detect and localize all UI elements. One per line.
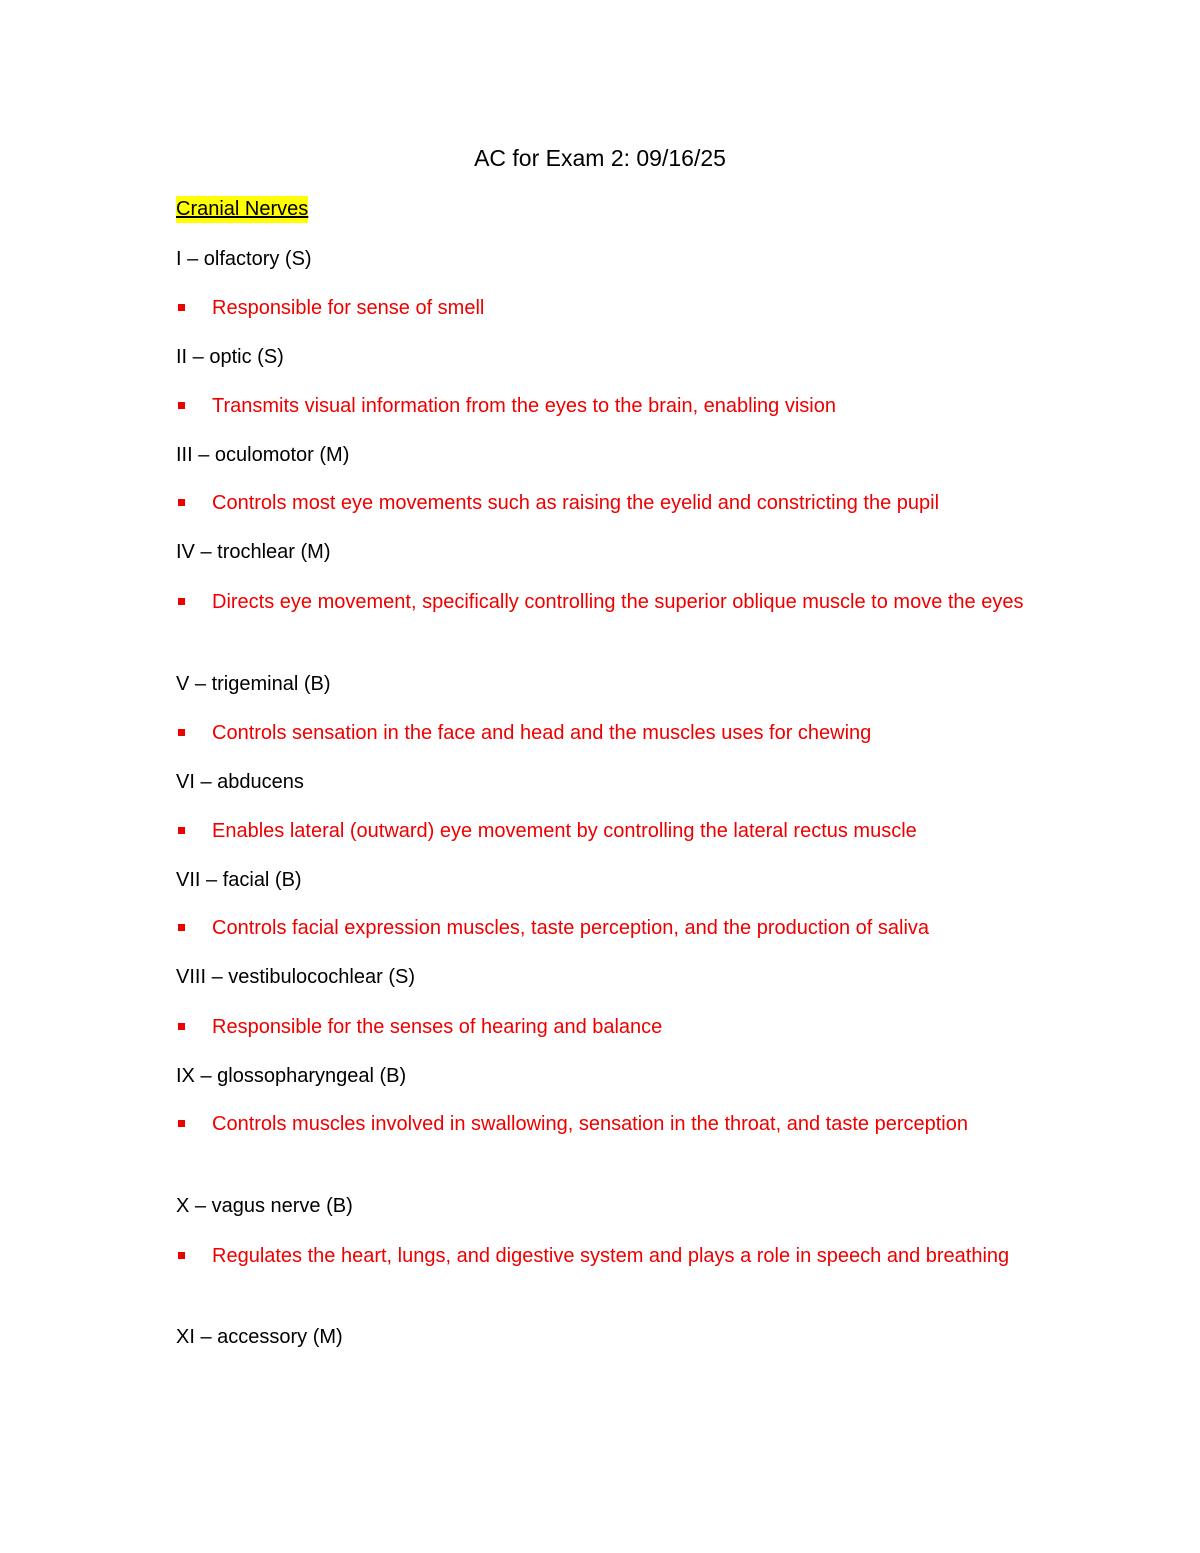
nerve-description-10 [176, 1239, 1056, 1273]
section-heading-cranial-nerves: Cranial Nerves [176, 196, 308, 223]
nerve-description-8 [176, 1010, 1056, 1044]
nerve-name-4: IV – trochlear (M) [176, 541, 331, 563]
nerve-description-9 [176, 1107, 1056, 1141]
nerve-name-11: XI – accessory (M) [176, 1326, 343, 1348]
nerve-name-5: V – trigeminal (B) [176, 673, 331, 695]
nerve-description-6 [176, 814, 1056, 848]
square-bullet-icon [178, 402, 185, 409]
square-bullet-icon [178, 924, 185, 931]
nerve-description-text: Enables lateral (outward) eye movement by controlling the lateral rectus muscle [212, 820, 917, 842]
nerve-description-text: Controls sensation in the face and head and the muscles uses for chewing [212, 722, 872, 744]
nerve-description-4 [176, 585, 1056, 619]
square-bullet-icon [178, 1252, 185, 1259]
square-bullet-icon [178, 827, 185, 834]
nerve-description-text: Controls muscles involved in swallowing, sensation in the throat, and taste perception [212, 1113, 968, 1135]
nerve-description-3 [176, 486, 1056, 520]
nerve-description-text: Controls most eye movements such as raising the eyelid and constricting the pupil [212, 492, 940, 514]
nerve-description-5 [176, 716, 1056, 750]
nerve-description-text: Responsible for sense of smell [212, 297, 485, 319]
square-bullet-icon [178, 598, 185, 605]
nerve-name-8: VIII – vestibulocochlear (S) [176, 966, 415, 988]
nerve-name-7: VII – facial (B) [176, 869, 302, 891]
nerve-description-2 [176, 389, 1056, 423]
nerve-description-text: Regulates the heart, lungs, and digestive system and plays a role in speech and breathing [212, 1245, 1010, 1267]
nerve-name-9: IX – glossopharyngeal (B) [176, 1065, 407, 1087]
nerve-description-text: Responsible for the senses of hearing and balance [212, 1016, 663, 1038]
nerve-description-text: Directs eye movement, specifically controlling the superior oblique muscle to move the eyes [212, 591, 1024, 613]
nerve-description-text: Transmits visual information from the eyes to the brain, enabling vision [212, 395, 836, 417]
square-bullet-icon [178, 1023, 185, 1030]
nerve-description-1 [176, 291, 1056, 325]
square-bullet-icon [178, 499, 185, 506]
nerve-description-text: Controls facial expression muscles, taste perception, and the production of saliva [212, 917, 930, 939]
nerve-name-6: VI – abducens [176, 771, 304, 793]
nerve-name-1: I – olfactory (S) [176, 248, 312, 270]
square-bullet-icon [178, 304, 185, 311]
nerve-name-3: III – oculomotor (M) [176, 444, 350, 466]
page-title: AC for Exam 2: 09/16/25 [474, 145, 726, 171]
nerve-name-10: X – vagus nerve (B) [176, 1195, 353, 1217]
square-bullet-icon [178, 729, 185, 736]
nerve-name-2: II – optic (S) [176, 346, 284, 368]
nerve-description-7 [176, 911, 1056, 945]
square-bullet-icon [178, 1120, 185, 1127]
